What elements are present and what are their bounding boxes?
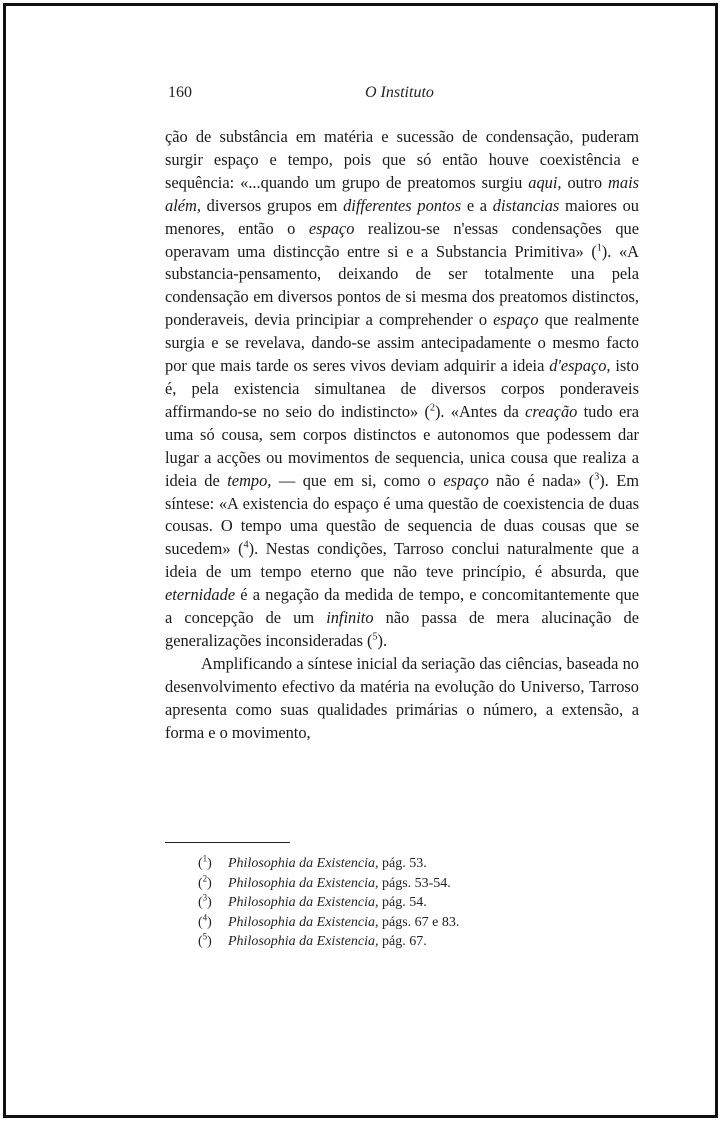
footnote-ref: 1	[596, 242, 602, 254]
paragraph-1: ção de substância em matéria e sucessão de condensação, puderam surgir espaço e tempo, pois que só então houve coexistência e sequência: «...quando um grupo de preatomos surgiu aqui, outro mais além, diversos grupos em differentes pontos e a distancias maiores ou menores, então o espaço realizou-se n'essas condensações que operavam uma distincção entre si e a Substancia Primitiva» ($^1$). «A substancia-pensamento, deixando de ser totalmente una pela condensação em diversos pontos de si mesma dos preatomos distinctos, ponderaveis, devia principiar a comprehender o espaço que realmente surgia e se revelava, dando-se assim antecipadamente o mesmo facto por que mais tarde os seres vivos deviam adquirir a ideia d'espaço, isto é, pela existencia simultanea de diversos corpos ponderaveis affirmando-se no seio do indistincto» ($^2$). «Antes da creação tudo era uma só cousa, sem corpos distinctos e autonomos que podessem dar lugar a acções ou movimentos de sequencia, unica cousa que realiza a ideia de tempo, — que em si, como o espaço não é nada» ($^3$). Em síntese: «A existencia do espaço é uma questão de coexistencia de duas cousas. O tempo uma questão de sequencia de duas cousas que se sucedem» ($^4$). Nestas condições, Tarroso conclui naturalmente que a ideia de um tempo eterno que não teve princípio, é absurda, que eternidade é a negação da medida de tempo, e concomitantemente que a concepção de um infinito não passa de mera alucinação de generalizações inconsideradas ($^5$).	[165, 127, 640, 650]
footnote-ref: 5	[372, 631, 378, 643]
footnote-ref: 2	[429, 402, 435, 414]
footnote-divider	[165, 842, 290, 843]
body-text	[165, 126, 639, 744]
running-title: O Instituto	[365, 84, 434, 101]
page-number: 160	[168, 84, 192, 101]
footnote-2: ($^2$) Philosophia da Existencia, págs. 53-54.	[198, 872, 451, 891]
footnote-3: ($^3$) Philosophia da Existencia, pág. 54.	[198, 892, 427, 910]
footnote-ref: 3	[594, 471, 600, 483]
paragraph-2: Amplificando a síntese inicial da seriação das ciências, baseada no desenvolvimento efectivo da matéria na evolução do Universo, Tarroso apresenta como suas qualidades primárias o número, a extensão, a forma e o movimento,	[165, 653, 639, 742]
footnote-ref: 4	[243, 539, 249, 551]
footnote-1: ($^1$) Philosophia da Existencia, pág. 53.	[198, 853, 427, 871]
page-header	[165, 84, 640, 106]
footnote-5: ($^5$) Philosophia da Existencia, pág. 67.	[198, 931, 427, 949]
footnote-4: ($^4$) Philosophia da Existencia, págs. 67 e 83.	[198, 911, 460, 930]
footnotes	[198, 854, 618, 952]
